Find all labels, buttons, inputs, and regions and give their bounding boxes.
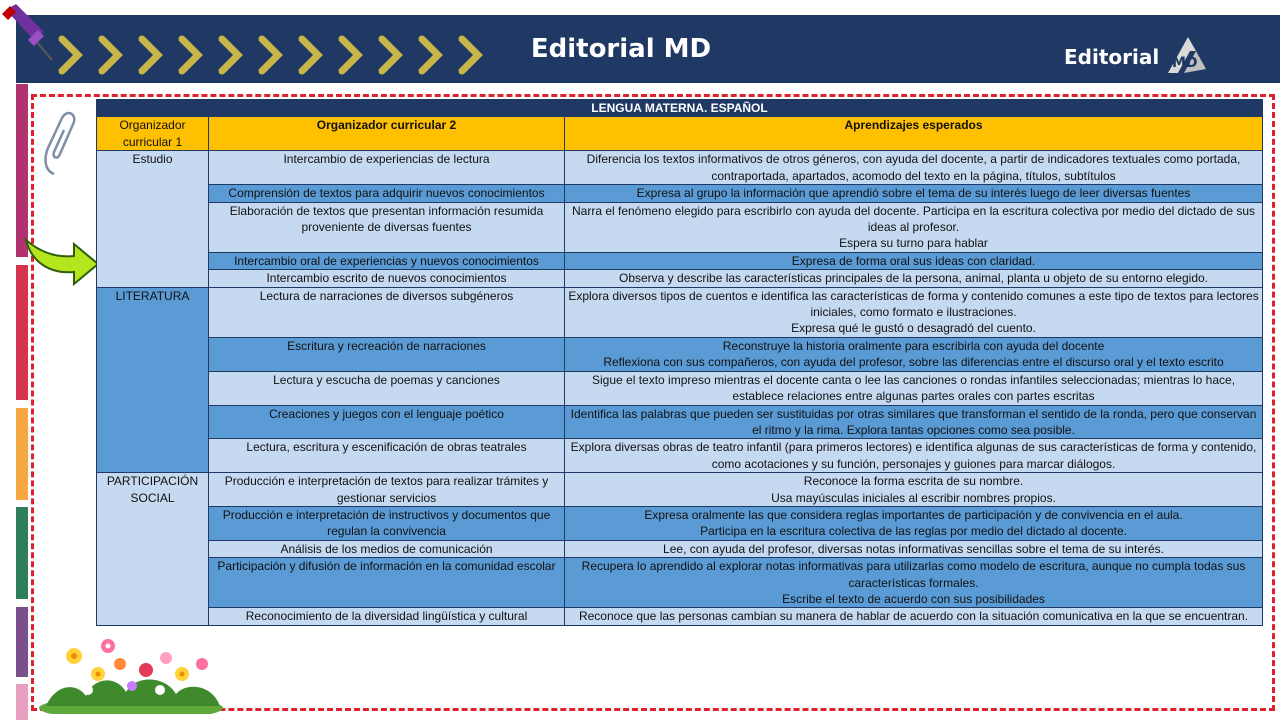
chevron-icon [336,35,366,75]
table-row [97,540,1263,557]
chevron-icon [376,35,406,75]
org2-cell: Participación y difusión de información en la comunidad escolar [209,558,565,608]
aprendizajes-cell: Expresa al grupo la información que aprendió sobre el tema de su interés luego de leer diversas fuentes [565,185,1263,202]
aprendizajes-cell: Lee, con ayuda del profesor, diversas notas informativas sencillas sobre el tema de su interés. [565,540,1263,557]
table-row [97,558,1263,608]
org1-cell: LITERATURA [97,287,209,472]
org2-cell: Intercambio de experiencias de lectura [209,151,565,185]
aprendizajes-cell: Explora diversos tipos de cuentos e identifica las características de forma y contenido comunes a este tipo de textos para lectores iniciales, como formato e ilustraciones. Expresa qué le gustó o desagradó del cuento. [565,287,1263,337]
aprendizajes-cell: Reconoce la forma escrita de su nombre. Usa mayúsculas iniciales al escribir nombres propios. [565,473,1263,507]
pushpin-icon [0,2,60,62]
chevron-icon [256,35,286,75]
org2-cell: Creaciones y juegos con el lenguaje poético [209,405,565,439]
chevron-icon [176,35,206,75]
aprendizajes-cell: Explora diversas obras de teatro infantil (para primeros lectores) e identifica algunas de sus características de forma y contenido, como acotaciones y su función, personajes y guiones para marcar diálogos. [565,439,1263,473]
org2-cell: Lectura y escucha de poemas y canciones [209,371,565,405]
aprendizajes-cell: Identifica las palabras que pueden ser sustituidas por otras similares que transforman el sentido de la ronda, pero que conservan el ritmo y la rima. Explora tantas opciones como sea posible. [565,405,1263,439]
table-row [97,371,1263,405]
table-row [97,252,1263,269]
org2-cell: Escritura y recreación de narraciones [209,337,565,371]
flowers-decoration-icon [36,634,226,714]
table-row [97,287,1263,337]
aprendizajes-cell: Expresa de forma oral sus ideas con claridad. [565,252,1263,269]
org1-cell: PARTICIPACIÓN SOCIAL [97,473,209,626]
chevron-icon [296,35,326,75]
aprendizajes-cell: Reconoce que las personas cambian su manera de hablar de acuerdo con la situación comunicativa en la que se encuentran. [565,608,1263,625]
org2-cell: Lectura de narraciones de diversos subgéneros [209,287,565,337]
aprendizajes-cell: Reconstruye la historia oralmente para escribirla con ayuda del docente Reflexiona con sus compañeros, con ayuda del profesor, sobre las diferencias entre el discurso oral y el texto escrito [565,337,1263,371]
side-bar-purple [16,607,28,677]
paperclip-icon [40,108,80,178]
chevron-icon [96,35,126,75]
table-row [97,608,1263,625]
header-banner [16,15,1280,83]
side-bar-green [16,507,28,599]
aprendizajes-cell: Narra el fenómeno elegido para escribirlo con ayuda del docente. Participa en la escritura colectiva por medio del dictado de sus ideas al profesor. Espera su turno para hablar [565,202,1263,252]
page-title: Editorial MD [530,34,712,64]
org1-cell: Estudio [97,151,209,287]
column-header-org2: Organizador curricular 2 [209,117,565,151]
org2-cell: Reconocimiento de la diversidad lingüística y cultural [209,608,565,625]
table-row [97,473,1263,507]
chevron-icon [56,35,86,75]
brand-logo [1064,27,1224,77]
org2-cell: Lectura, escritura y escenificación de obras teatrales [209,439,565,473]
chevron-icon [216,35,246,75]
aprendizajes-cell: Sigue el texto impreso mientras el docente canta o lee las canciones o rondas infantiles seleccionadas; mientras lo hace, establece relaciones entre algunas partes orales con partes escritas [565,371,1263,405]
logo-text: Editorial [1064,45,1160,69]
aprendizajes-cell: Expresa oralmente las que considera reglas importantes de participación y de convivencia en el aula. Participa en la escritura colectiva de las reglas por medio del dictado al docente. [565,506,1263,540]
org2-cell: Elaboración de textos que presentan información resumida proveniente de diversas fuentes [209,202,565,252]
org2-cell: Comprensión de textos para adquirir nuevos conocimientos [209,185,565,202]
table-row [97,270,1263,287]
side-bar-pink [16,684,28,720]
aprendizajes-cell: Observa y describe las características principales de la persona, animal, planta u objeto de su entorno elegido. [565,270,1263,287]
table-row [97,185,1263,202]
chevron-icon [416,35,446,75]
chevron-icon [456,35,486,75]
table-title: LENGUA MATERNA. ESPAÑOL [97,100,1263,117]
table-row [97,506,1263,540]
org2-cell: Producción e interpretación de instructivos y documentos que regulan la convivencia [209,506,565,540]
curved-arrow-icon [22,234,102,290]
table-row [97,151,1263,185]
table-row [97,202,1263,252]
side-bar-orange [16,408,28,500]
aprendizajes-cell: Recupera lo aprendido al explorar notas informativas para utilizarlas como modelo de escritura, aunque no cumpla todas sus características formales. Escribe el texto de acuerdo con sus posibilidades [565,558,1263,608]
aprendizajes-cell: Diferencia los textos informativos de otros géneros, con ayuda del docente, a partir de indicadores textuales como portada, contraportada, apartados, acomodo del texto en la página, títulos, subtítulos [565,151,1263,185]
side-bar-magenta [16,84,28,257]
table-row [97,439,1263,473]
org2-cell: Producción e interpretación de textos para realizar trámites y gestionar servicios [209,473,565,507]
org2-cell: Intercambio oral de experiencias y nuevos conocimientos [209,252,565,269]
svg-text:MD: MD [1172,55,1198,71]
table-row [97,405,1263,439]
org2-cell: Análisis de los medios de comunicación [209,540,565,557]
column-header-org1: Organizador curricular 1 [97,117,209,151]
org2-cell: Intercambio escrito de nuevos conocimientos [209,270,565,287]
logo-mark-icon [1162,31,1210,79]
table-body [97,151,1263,625]
table-row [97,337,1263,371]
curriculum-table [96,99,1263,626]
column-header-aprendizajes: Aprendizajes esperados [565,117,1263,151]
chevron-icon [136,35,166,75]
